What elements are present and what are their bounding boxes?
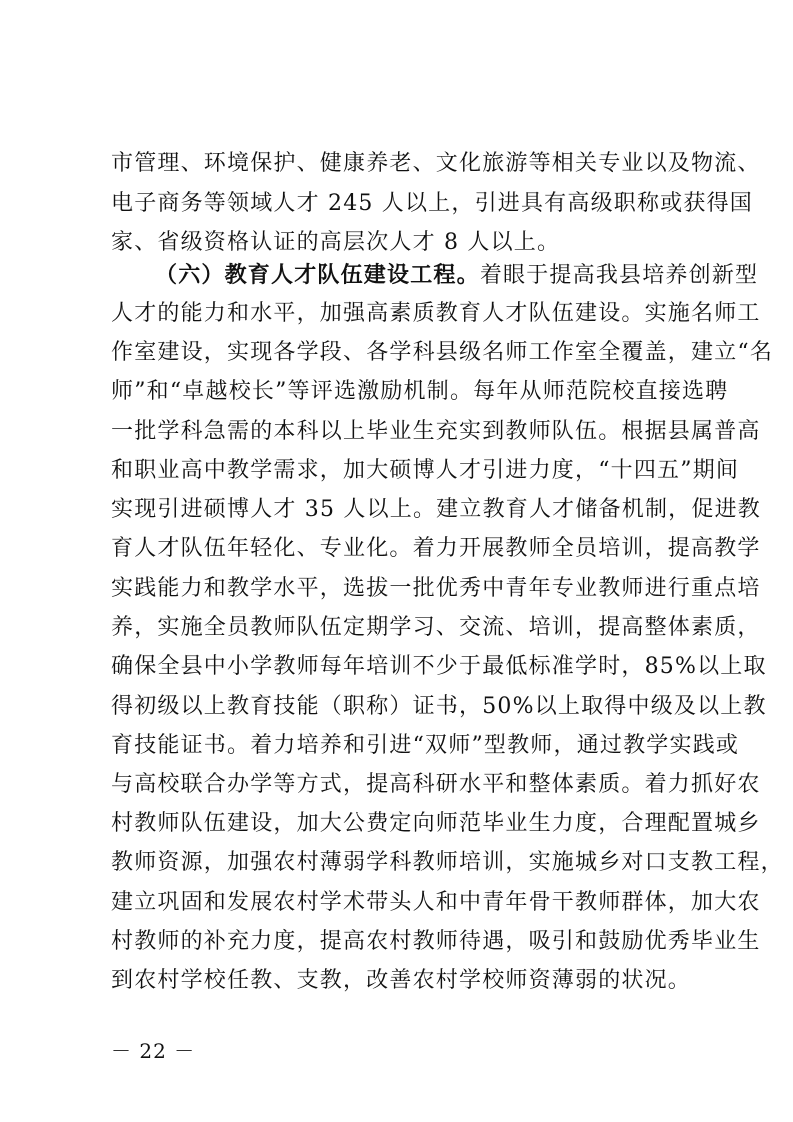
text-line: 育技能证书。着力培养和引进“双师”型教师，通过教学实践或 — [111, 733, 740, 758]
text-line: 教师资源，加强农村薄弱学科教师培训，实施城乡对口支教工程， — [111, 850, 784, 875]
text-line: 村教师的补充力度，提高农村教师待遇，吸引和鼓励优秀毕业生 — [111, 929, 761, 954]
text-line: 实现引进硕博人才 35 人以上。建立教育人才储备机制，促进教 — [111, 497, 761, 522]
text-line: 村教师队伍建设，加大公费定向师范毕业生力度，合理配置城乡 — [111, 811, 761, 836]
text-line: 一批学科急需的本科以上毕业生充实到教师队伍。根据县属普高 — [111, 419, 761, 444]
text-line: 养，实施全员教师队伍定期学习、交流、培训，提高整体素质， — [111, 615, 761, 640]
text-line: 家、省级资格认证的高层次人才 8 人以上。 — [111, 230, 561, 255]
text-line: 市管理、环境保护、健康养老、文化旅游等相关专业以及物流、 — [111, 151, 761, 176]
text-line: 到农村学校任教、支教，改善农村学校师资薄弱的状况。 — [111, 968, 692, 993]
section-heading: （六）教育人才队伍建设工程。 — [155, 262, 480, 288]
text-line: 与高校联合办学等方式，提高科研水平和整体素质。着力抓好农 — [111, 772, 761, 797]
text-line: 师”和“卓越校长”等评选激励机制。每年从师范院校直接选聘 — [111, 379, 729, 404]
text-line: 电子商务等领域人才 245 人以上，引进具有高级职称或获得国 — [111, 191, 753, 216]
text-line: 育人才队伍年轻化、专业化。着力开展教师全员培训，提高教学 — [111, 536, 761, 561]
section-heading-continuation: 着眼于提高我县培养创新型 — [479, 263, 759, 288]
page-number: － 22 － — [111, 1039, 196, 1063]
text-line: 和职业高中教学需求，加大硕博人才引进力度，“十四五”期间 — [111, 458, 740, 483]
text-line: 实践能力和教学水平，选拔一批优秀中青年专业教师进行重点培 — [111, 576, 761, 601]
text-line: 人才的能力和水平，加强高素质教育人才队伍建设。实施名师工 — [111, 301, 761, 326]
text-line: 得初级以上教育技能（职称）证书，50%以上取得中级及以上教 — [111, 694, 767, 719]
section-heading-line — [155, 259, 759, 292]
text-line: 确保全县中小学教师每年培训不少于最低标准学时，85%以上取 — [111, 654, 767, 679]
text-line: 作室建设，实现各学段、各学科县级名师工作室全覆盖，建立“名 — [111, 340, 774, 365]
text-line: 建立巩固和发展农村学术带头人和中青年骨干教师群体，加大农 — [111, 890, 761, 915]
